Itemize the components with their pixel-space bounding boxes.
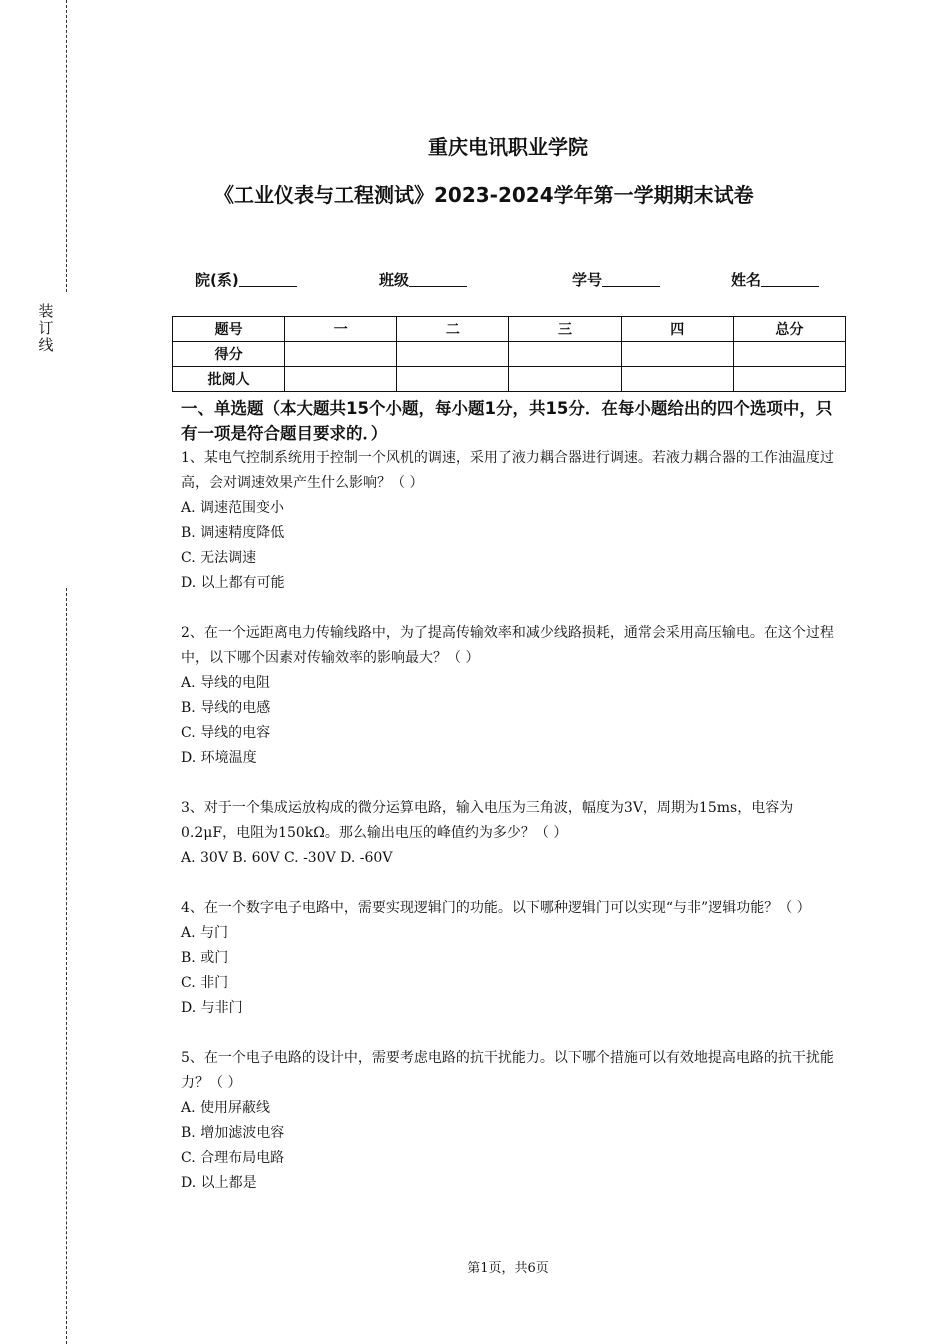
question-option: C. 合理布局电路 xyxy=(181,1150,285,1166)
section-heading: 一、单选题（本大题共15个小题，每小题1分，共15分．在每小题给出的四个选项中，只有一项是符合题目要求的．） xyxy=(181,399,833,443)
question-option: C. 非门 xyxy=(181,975,229,991)
question-option: B. 导线的电感 xyxy=(181,700,271,716)
question-option: C. 导线的电容 xyxy=(181,725,271,741)
score-header-cell: 二 xyxy=(397,317,509,342)
question-option: D. 与非门 xyxy=(181,1000,243,1016)
question-block xyxy=(181,796,841,871)
score-header-cell: 四 xyxy=(621,317,733,342)
page-footer: 第1页，共6页 xyxy=(467,1261,549,1276)
question-stem: 2、在一个远距离电力传输线路中，为了提高传输效率和减少线路损耗，通常会采用高压输电。在这个过程中，以下哪个因素对传输效率的影响最大？（ ） xyxy=(181,625,834,666)
score-cell[interactable] xyxy=(509,342,621,367)
score-table-header-row xyxy=(173,317,846,342)
question-option: A. 30V B. 60V C. -30V D. -60V xyxy=(181,850,393,866)
question-option: C. 无法调速 xyxy=(181,550,257,566)
question-option: B. 或门 xyxy=(181,950,229,966)
school-name: 重庆电讯职业学院 xyxy=(428,135,588,159)
department-blank[interactable] xyxy=(239,271,297,287)
department-field[interactable] xyxy=(195,269,297,290)
score-cell[interactable] xyxy=(509,367,621,392)
score-header-cell: 题号 xyxy=(173,317,285,342)
score-header-cell: 三 xyxy=(509,317,621,342)
student-id-blank[interactable] xyxy=(602,271,660,287)
question-option: B. 调速精度降低 xyxy=(181,525,285,541)
class-label: 班级 xyxy=(379,271,410,289)
binding-char: 装 xyxy=(38,302,54,320)
score-cell[interactable] xyxy=(397,367,509,392)
binding-label xyxy=(36,303,56,354)
student-id-field[interactable] xyxy=(572,269,660,290)
exam-content xyxy=(181,396,841,1221)
score-cell[interactable] xyxy=(733,342,845,367)
question-option: B. 增加滤波电容 xyxy=(181,1125,285,1141)
score-cell[interactable] xyxy=(397,342,509,367)
score-header-cell: 总分 xyxy=(733,317,845,342)
exam-title: 《工业仪表与工程测试》2023-2024学年第一学期期末试卷 xyxy=(214,183,754,207)
question-option: D. 以上都有可能 xyxy=(181,575,285,591)
question-option: A. 使用屏蔽线 xyxy=(181,1100,271,1116)
binding-char: 订 xyxy=(38,319,54,337)
student-id-label: 学号 xyxy=(572,271,603,289)
score-row-label: 得分 xyxy=(173,342,285,367)
score-cell[interactable] xyxy=(285,342,397,367)
score-table-row xyxy=(173,342,846,367)
student-info-row xyxy=(0,269,950,293)
question-option: A. 导线的电阻 xyxy=(181,675,271,691)
score-row-label: 批阅人 xyxy=(173,367,285,392)
question-option: D. 环境温度 xyxy=(181,750,257,766)
question-block xyxy=(181,1046,841,1196)
score-table-row xyxy=(173,367,846,392)
question-option: A. 调速范围变小 xyxy=(181,500,285,516)
score-cell[interactable] xyxy=(733,367,845,392)
binding-char: 线 xyxy=(38,336,54,354)
class-blank[interactable] xyxy=(409,271,467,287)
score-cell[interactable] xyxy=(621,342,733,367)
score-table xyxy=(172,316,846,392)
question-block xyxy=(181,896,841,1021)
question-stem: 4、在一个数字电子电路中，需要实现逻辑门的功能。以下哪种逻辑门可以实现“与非”逻辑功能？（ ） xyxy=(181,900,811,916)
binding-dashed-line-bottom xyxy=(66,588,67,1344)
question-option: A. 与门 xyxy=(181,925,229,941)
department-label: 院(系) xyxy=(195,271,239,289)
question-stem: 1、某电气控制系统用于控制一个风机的调速，采用了液力耦合器进行调速。若液力耦合器的工作油温度过高，会对调速效果产生什么影响？（ ） xyxy=(181,450,834,491)
name-field[interactable] xyxy=(731,269,819,290)
name-blank[interactable] xyxy=(761,271,819,287)
question-block xyxy=(181,446,841,596)
score-header-cell: 一 xyxy=(285,317,397,342)
question-stem: 5、在一个电子电路的设计中，需要考虑电路的抗干扰能力。以下哪个措施可以有效地提高电路的抗干扰能力？（ ） xyxy=(181,1050,834,1091)
question-stem: 3、对于一个集成运放构成的微分运算电路，输入电压为三角波，幅度为3V，周期为15ms，电容为0.2μF，电阻为150kΩ。那么输出电压的峰值约为多少？（ ） xyxy=(181,800,794,841)
question-block xyxy=(181,621,841,771)
score-cell[interactable] xyxy=(285,367,397,392)
name-label: 姓名 xyxy=(731,271,762,289)
class-field[interactable] xyxy=(379,269,467,290)
question-option: D. 以上都是 xyxy=(181,1175,257,1191)
score-cell[interactable] xyxy=(621,367,733,392)
